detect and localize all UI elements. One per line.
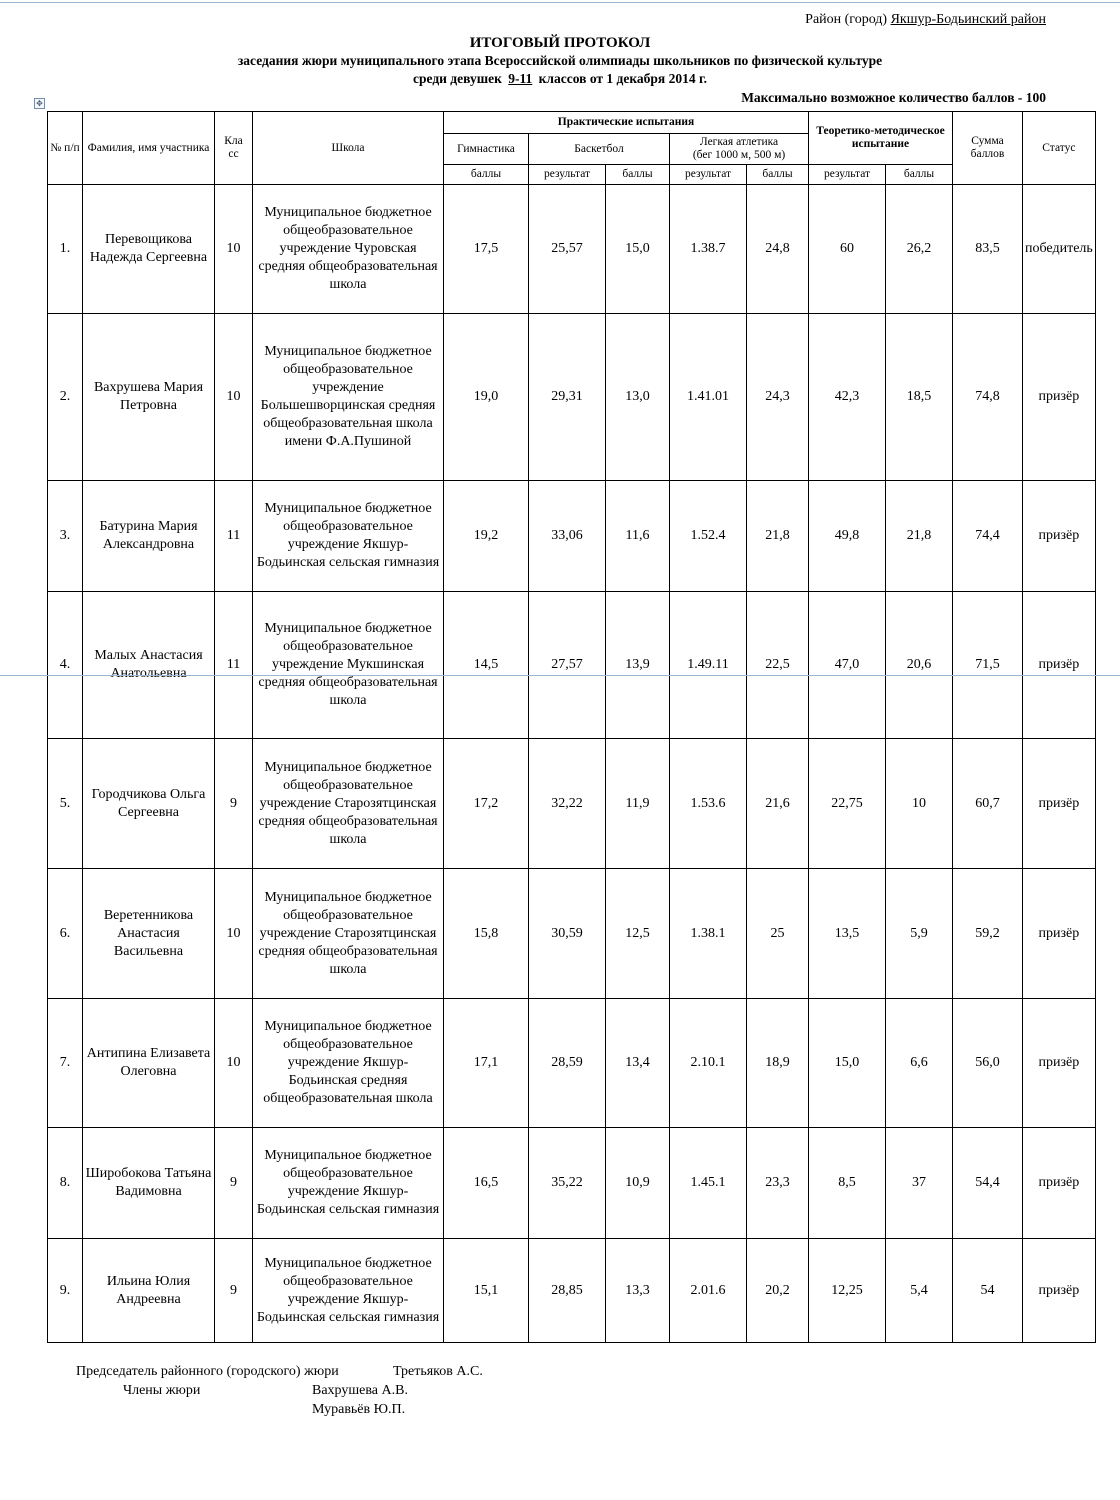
- protocol-title: ИТОГОВЫЙ ПРОТОКОЛ: [469, 35, 651, 51]
- status: призёр: [1023, 869, 1096, 999]
- district-line: [805, 12, 1046, 28]
- basketball-points: 10,9: [606, 1128, 670, 1239]
- header-row-1: [48, 112, 1096, 134]
- school-name: Муниципальное бюджетное общеобразовательное учреждение Чуровская средняя общеобразовательная школа: [253, 185, 444, 314]
- row-num: 8.: [48, 1128, 83, 1239]
- athletics-points: 21,8: [747, 481, 809, 592]
- theory-result: 8,5: [809, 1128, 886, 1239]
- athletics-result: 1.53.6: [670, 739, 747, 869]
- gym-points: 15,1: [444, 1239, 529, 1343]
- school-name: Муниципальное бюджетное общеобразовательное учреждение Старозятцинская средняя общеобразовательная школа: [253, 869, 444, 999]
- chair-label: Председатель районного (городского) жюри: [76, 1364, 339, 1379]
- gym-points: 17,1: [444, 999, 529, 1128]
- header-th-result: результат: [809, 165, 886, 185]
- theory-result: 12,25: [809, 1239, 886, 1343]
- athletics-result: 1.52.4: [670, 481, 747, 592]
- participant-name: Малых Анастасия Анатольевна: [83, 592, 215, 739]
- header-th-points: баллы: [886, 165, 953, 185]
- athletics-result: 1.38.7: [670, 185, 747, 314]
- status: победитель: [1023, 185, 1096, 314]
- grade: 11: [215, 592, 253, 739]
- school-name: Муниципальное бюджетное общеобразовательное учреждение Якшур-Бодьинская сельская гимназия: [253, 481, 444, 592]
- header-bb-points: баллы: [606, 165, 670, 185]
- grade: 9: [215, 1239, 253, 1343]
- subtitle-suffix: классов от 1 декабря 2014 г.: [538, 71, 707, 86]
- athletics-points: 18,9: [747, 999, 809, 1128]
- table-row: [48, 999, 1096, 1128]
- header-grade-b: сс: [228, 148, 239, 160]
- athletics-result: 2.10.1: [670, 999, 747, 1128]
- header-num: № п/п: [48, 112, 83, 185]
- athletics-result: 1.45.1: [670, 1128, 747, 1239]
- table-row: [48, 314, 1096, 481]
- theory-points: 37: [886, 1128, 953, 1239]
- gym-points: 19,2: [444, 481, 529, 592]
- basketball-result: 32,22: [529, 739, 606, 869]
- gym-points: 15,8: [444, 869, 529, 999]
- member-2: Муравьёв Ю.П.: [312, 1402, 406, 1417]
- table-row: [48, 592, 1096, 739]
- row-num: 1.: [48, 185, 83, 314]
- school-name: Муниципальное бюджетное общеобразовательное учреждение Мукшинская средняя общеобразовательная школа: [253, 592, 444, 739]
- table-row: [48, 869, 1096, 999]
- theory-result: 13,5: [809, 869, 886, 999]
- header-ath-result: результат: [670, 165, 747, 185]
- status: призёр: [1023, 999, 1096, 1128]
- header-basketball: Баскетбол: [529, 134, 670, 165]
- row-num: 9.: [48, 1239, 83, 1343]
- header-grade: [215, 112, 253, 185]
- athletics-points: 22,5: [747, 592, 809, 739]
- max-points-line: Максимально возможное количество баллов - 100: [741, 90, 1046, 105]
- table-row: [48, 185, 1096, 314]
- theory-result: 49,8: [809, 481, 886, 592]
- participant-name: Батурина Мария Александровна: [83, 481, 215, 592]
- school-name: Муниципальное бюджетное общеобразовательное учреждение Старозятцинская средняя общеобразовательная школа: [253, 739, 444, 869]
- row-num: 7.: [48, 999, 83, 1128]
- basketball-result: 27,57: [529, 592, 606, 739]
- athletics-points: 24,8: [747, 185, 809, 314]
- basketball-points: 13,3: [606, 1239, 670, 1343]
- status: призёр: [1023, 481, 1096, 592]
- athletics-result: 1.38.1: [670, 869, 747, 999]
- basketball-points: 15,0: [606, 185, 670, 314]
- theory-points: 21,8: [886, 481, 953, 592]
- table-move-handle-icon[interactable]: ✥: [34, 98, 45, 109]
- header-practical: Практические испытания: [444, 112, 809, 134]
- theory-points: 5,4: [886, 1239, 953, 1343]
- school-name: Муниципальное бюджетное общеобразовательное учреждение Якшур-Бодьинская средняя общеобразовательная школа: [253, 999, 444, 1128]
- row-num: 2.: [48, 314, 83, 481]
- total-points: 54: [953, 1239, 1023, 1343]
- grade: 11: [215, 481, 253, 592]
- gym-points: 16,5: [444, 1128, 529, 1239]
- basketball-points: 11,6: [606, 481, 670, 592]
- school-name: Муниципальное бюджетное общеобразовательное учреждение Якшур-Бодьинская сельская гимназия: [253, 1239, 444, 1343]
- basketball-result: 33,06: [529, 481, 606, 592]
- theory-points: 18,5: [886, 314, 953, 481]
- theory-points: 6,6: [886, 999, 953, 1128]
- participant-name: Вахрушева Мария Петровна: [83, 314, 215, 481]
- theory-points: 20,6: [886, 592, 953, 739]
- member-1: Вахрушева А.В.: [312, 1383, 408, 1398]
- athletics-points: 24,3: [747, 314, 809, 481]
- participant-name: Ильина Юлия Андреевна: [83, 1239, 215, 1343]
- district-value: Якшур-Бодьинский район: [890, 12, 1046, 27]
- header-grade-a: Кла: [224, 135, 243, 147]
- table-row: [48, 481, 1096, 592]
- header-sum: Сумма баллов: [953, 112, 1023, 185]
- basketball-points: 11,9: [606, 739, 670, 869]
- theory-result: 42,3: [809, 314, 886, 481]
- header-name: Фамилия, имя участника: [83, 112, 215, 185]
- protocol-subtitle: заседания жюри муниципального этапа Всероссийской олимпиады школьников по физической культуре: [237, 53, 883, 68]
- athletics-points: 21,6: [747, 739, 809, 869]
- theory-result: 60: [809, 185, 886, 314]
- participant-name: Широбокова Татьяна Вадимовна: [83, 1128, 215, 1239]
- basketball-result: 30,59: [529, 869, 606, 999]
- header-gymnastics: Гимнастика: [444, 134, 529, 165]
- row-num: 3.: [48, 481, 83, 592]
- district-label: Район (город): [805, 12, 888, 27]
- row-num: 5.: [48, 739, 83, 869]
- athletics-points: 25: [747, 869, 809, 999]
- header-bb-result: результат: [529, 165, 606, 185]
- basketball-result: 28,59: [529, 999, 606, 1128]
- total-points: 83,5: [953, 185, 1023, 314]
- status: призёр: [1023, 739, 1096, 869]
- header-ath-points: баллы: [747, 165, 809, 185]
- basketball-result: 28,85: [529, 1239, 606, 1343]
- total-points: 59,2: [953, 869, 1023, 999]
- athletics-result: 1.41.01: [670, 314, 747, 481]
- theory-result: 15,0: [809, 999, 886, 1128]
- header-athletics-a: Легкая атлетика: [699, 136, 779, 148]
- row-num: 4.: [48, 592, 83, 739]
- subtitle-grades: 9-11: [508, 71, 533, 86]
- page-break-line: [0, 675, 1120, 676]
- grade: 10: [215, 185, 253, 314]
- athletics-points: 23,3: [747, 1128, 809, 1239]
- basketball-points: 13,4: [606, 999, 670, 1128]
- school-name: Муниципальное бюджетное общеобразовательное учреждение Якшур-Бодьинская сельская гимназия: [253, 1128, 444, 1239]
- participant-name: Городчикова Ольга Сергеевна: [83, 739, 215, 869]
- top-border-line: [0, 2, 1120, 3]
- participant-name: Перевощикова Надежда Сергеевна: [83, 185, 215, 314]
- header-athletics-b: (бег 1000 м, 500 м): [692, 149, 786, 161]
- header-status: Статус: [1023, 112, 1096, 185]
- total-points: 74,4: [953, 481, 1023, 592]
- basketball-points: 13,9: [606, 592, 670, 739]
- grade: 10: [215, 999, 253, 1128]
- total-points: 74,8: [953, 314, 1023, 481]
- status: призёр: [1023, 592, 1096, 739]
- total-points: 56,0: [953, 999, 1023, 1128]
- header-gym-points: баллы: [444, 165, 529, 185]
- header-school: Школа: [253, 112, 444, 185]
- total-points: 60,7: [953, 739, 1023, 869]
- grade: 9: [215, 739, 253, 869]
- basketball-result: 29,31: [529, 314, 606, 481]
- total-points: 71,5: [953, 592, 1023, 739]
- grade: 10: [215, 314, 253, 481]
- gym-points: 19,0: [444, 314, 529, 481]
- grade: 10: [215, 869, 253, 999]
- participant-name: Антипина Елизавета Олеговна: [83, 999, 215, 1128]
- theory-result: 22,75: [809, 739, 886, 869]
- table-row: [48, 739, 1096, 869]
- header-athletics: [670, 134, 809, 165]
- participant-name: Веретенникова Анастасия Васильевна: [83, 869, 215, 999]
- gym-points: 17,2: [444, 739, 529, 869]
- grade: 9: [215, 1128, 253, 1239]
- status: призёр: [1023, 1239, 1096, 1343]
- basketball-points: 12,5: [606, 869, 670, 999]
- basketball-result: 25,57: [529, 185, 606, 314]
- total-points: 54,4: [953, 1128, 1023, 1239]
- theory-points: 5,9: [886, 869, 953, 999]
- theory-points: 10: [886, 739, 953, 869]
- members-label: Члены жюри: [123, 1383, 201, 1398]
- theory-result: 47,0: [809, 592, 886, 739]
- chair-name: Третьяков А.С.: [393, 1364, 483, 1379]
- protocol-subtitle-grades: [0, 71, 1120, 87]
- table-row: [48, 1128, 1096, 1239]
- results-table: [47, 111, 1096, 1343]
- athletics-result: 2.01.6: [670, 1239, 747, 1343]
- gym-points: 17,5: [444, 185, 529, 314]
- status: призёр: [1023, 314, 1096, 481]
- athletics-result: 1.49.11: [670, 592, 747, 739]
- basketball-result: 35,22: [529, 1128, 606, 1239]
- subtitle-prefix: среди девушек: [413, 71, 502, 86]
- basketball-points: 13,0: [606, 314, 670, 481]
- header-theory: Теоретико-методическое испытание: [809, 112, 953, 165]
- table-row: [48, 1239, 1096, 1343]
- status: призёр: [1023, 1128, 1096, 1239]
- athletics-points: 20,2: [747, 1239, 809, 1343]
- theory-points: 26,2: [886, 185, 953, 314]
- row-num: 6.: [48, 869, 83, 999]
- school-name: Муниципальное бюджетное общеобразовательное учреждение Большешворцинская средняя общеобразовательная школа имени Ф.А.Пушиной: [253, 314, 444, 481]
- gym-points: 14,5: [444, 592, 529, 739]
